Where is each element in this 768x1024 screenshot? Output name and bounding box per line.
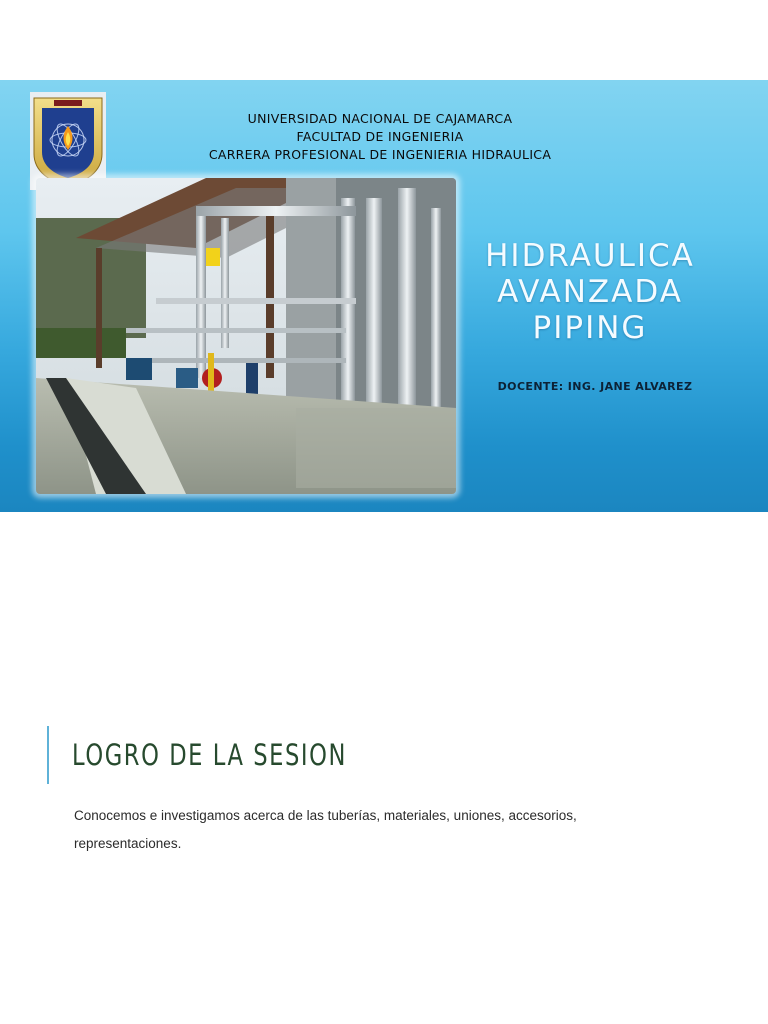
- university-seal-logo: [30, 92, 106, 190]
- faculty-name: FACULTAD DE INGENIERIA: [296, 129, 464, 144]
- course-title: [462, 238, 718, 346]
- body-line-2: representaciones.: [74, 836, 182, 851]
- body-line-1: Conocemos e investigamos acerca de las tuberías, materiales, uniones, accesorios,: [74, 808, 577, 823]
- section-heading: LOGRO DE LA SESION: [72, 738, 348, 772]
- course-title-line-3: PIPING: [532, 310, 648, 346]
- course-title-line-1: HIDRAULICA: [485, 238, 695, 274]
- heading-accent-bar: [47, 726, 49, 784]
- university-name: UNIVERSIDAD NACIONAL DE CAJAMARCA: [247, 111, 513, 126]
- program-name: CARRERA PROFESIONAL DE INGENIERIA HIDRAULICA: [208, 147, 552, 162]
- section-body: [74, 802, 714, 858]
- university-header: [120, 110, 640, 164]
- course-title-line-2: AVANZADA: [497, 274, 683, 310]
- teacher-name: DOCENTE: ING. JANE ALVAREZ: [497, 380, 693, 393]
- objective-slide: [0, 512, 768, 1024]
- piping-installation-photo: [36, 178, 456, 494]
- title-slide: [0, 80, 768, 512]
